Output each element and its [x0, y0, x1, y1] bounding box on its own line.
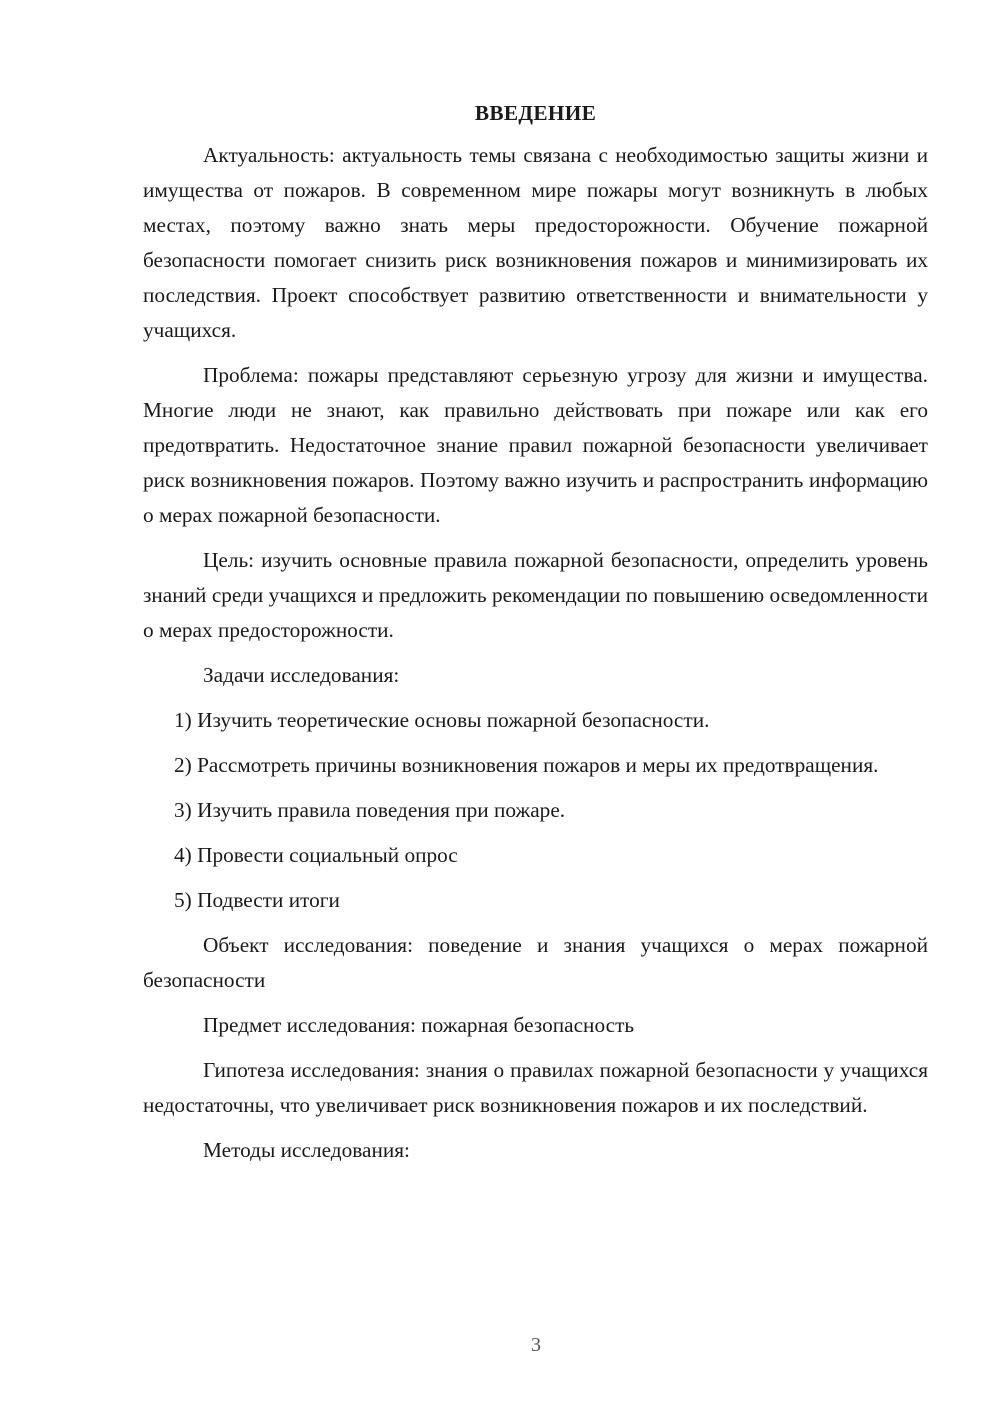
- task-item-1: 1) Изучить теоретические основы пожарной безопасности.: [174, 708, 710, 732]
- hypothesis-paragraph: Гипотеза исследования: знания о правилах пожарной безопасности у учащихся недостаточны, что увеличивает риск возникновения пожаров и их последствий.: [143, 1058, 928, 1117]
- goal-paragraph: Цель: изучить основные правила пожарной безопасности, определить уровень знаний среди учащихся и предложить рекомендации по повышению осведомленности о мерах предосторожности.: [143, 548, 928, 642]
- task-item-4: 4) Провести социальный опрос: [174, 843, 458, 867]
- subject-paragraph: Предмет исследования: пожарная безопасность: [203, 1013, 635, 1037]
- object-paragraph: Объект исследования: поведение и знания учащихся о мерах пожарной безопасности: [143, 933, 928, 992]
- methods-heading: Методы исследования:: [203, 1138, 410, 1162]
- section-title: ВВЕДЕНИЕ: [474, 101, 597, 125]
- relevance-paragraph: Актуальность: актуальность темы связана с необходимостью защиты жизни и имущества от пожаров. В современном мире пожары могут возникнуть в любых местах, поэтому важно знать меры предосторожности. Обучение пожарной безопасности помогает снизить риск возникновения пожаров и минимизировать их последствия. Проект способствует развитию ответственности и внимательности у учащихся.: [143, 143, 928, 342]
- task-item-5: 5) Подвести итоги: [174, 888, 340, 912]
- page-number: 3: [531, 1334, 541, 1356]
- task-item-2: 2) Рассмотреть причины возникновения пожаров и меры их предотвращения.: [174, 753, 879, 777]
- problem-paragraph: Проблема: пожары представляют серьезную угрозу для жизни и имущества. Многие люди не знают, как правильно действовать при пожаре или как его предотвратить. Недостаточное знание правил пожарной безопасности увеличивает риск возникновения пожаров. Поэтому важно изучить и распространить информацию о мерах пожарной безопасности.: [143, 363, 928, 527]
- document-page: [143, 96, 928, 1178]
- task-item-3: 3) Изучить правила поведения при пожаре.: [174, 798, 566, 822]
- tasks-heading: Задачи исследования:: [203, 663, 400, 687]
